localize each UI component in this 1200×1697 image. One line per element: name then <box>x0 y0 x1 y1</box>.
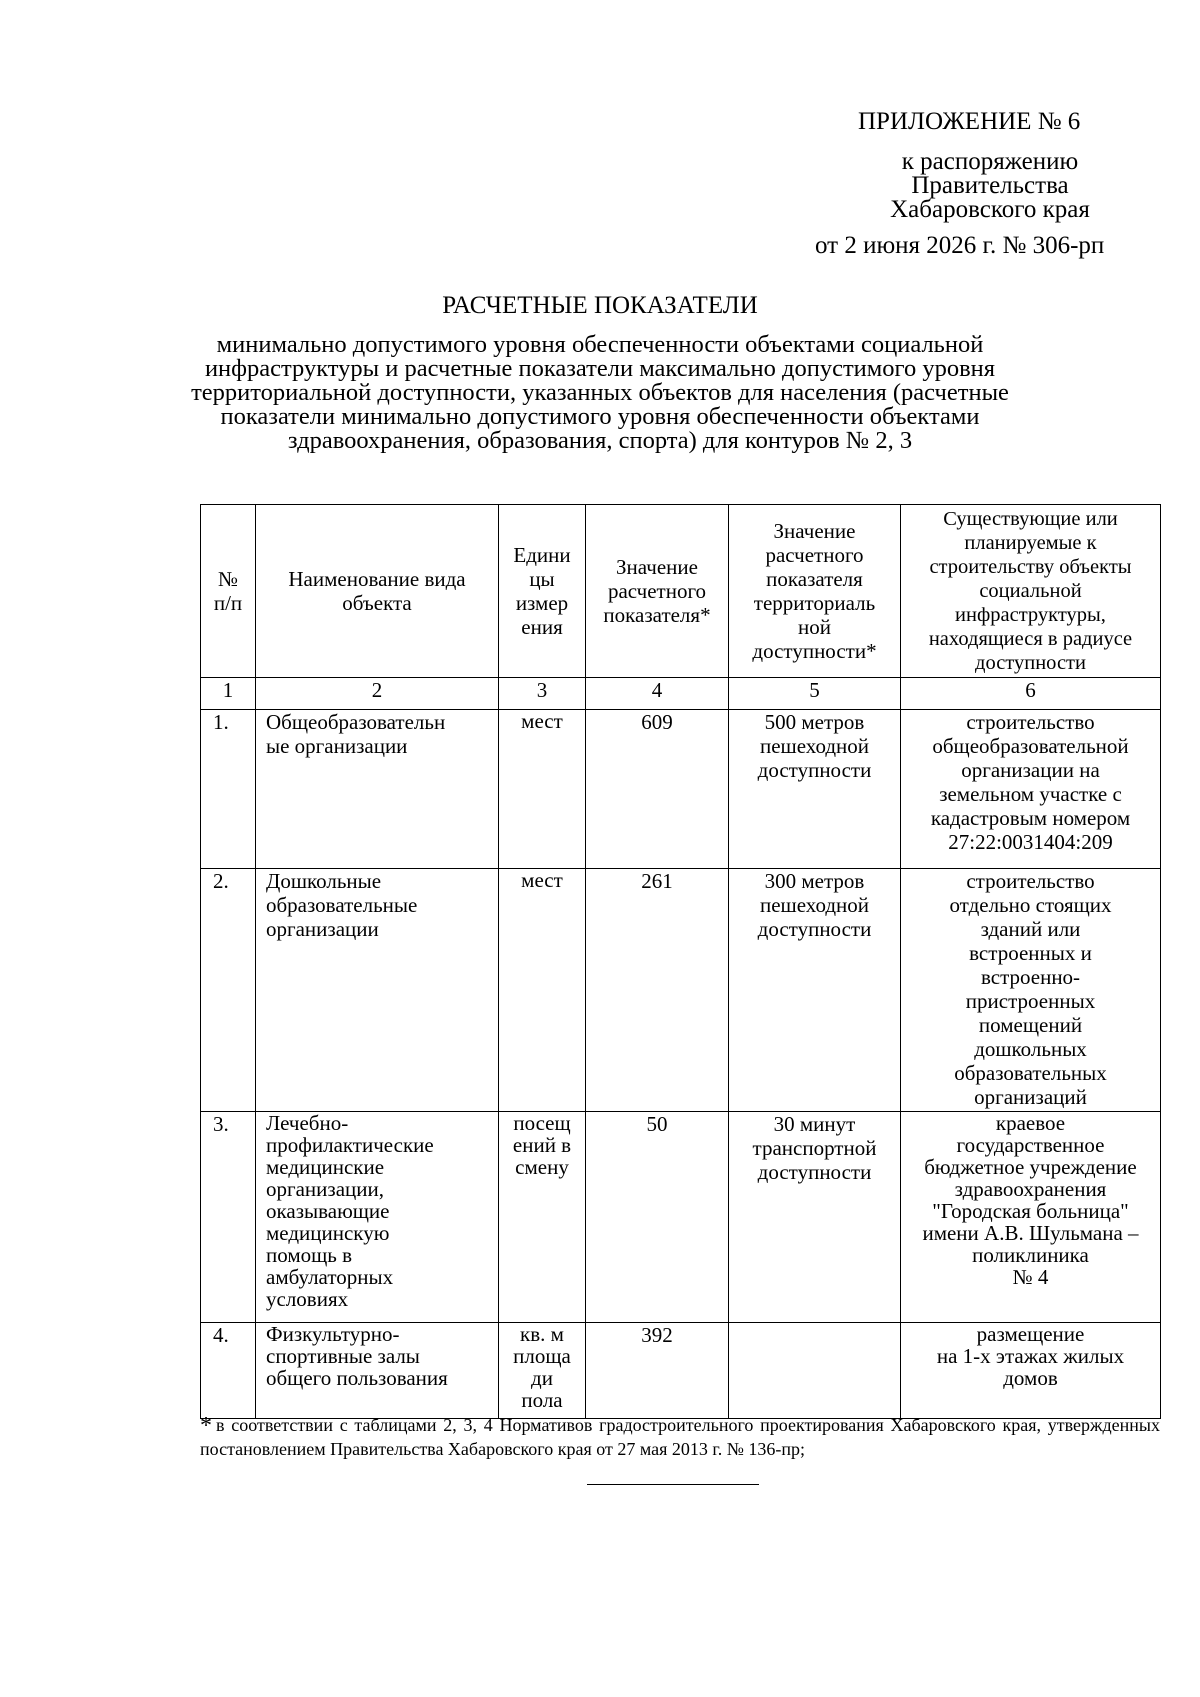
row-number: 1. <box>201 710 256 869</box>
footnote <box>200 1414 1160 1461</box>
document-heading: РАСЧЕТНЫЕ ПОКАЗАТЕЛИ <box>442 292 758 319</box>
row-number: 2. <box>201 869 256 1112</box>
header-object-name: Наименование вида объекта <box>256 505 499 678</box>
existing-objects: размещение на 1-х этажах жилых домов <box>936 1322 1125 1390</box>
unit: посещ ений в смену <box>512 1111 572 1179</box>
row-number: 4. <box>201 1323 256 1419</box>
accessibility-value: 500 метров пешеходной доступности <box>757 710 872 782</box>
object-name: Физкультурно- спортивные залы общего пользования <box>266 1322 448 1390</box>
column-number: 1 <box>201 678 256 710</box>
table-header-row <box>201 505 1161 678</box>
row-number: 3. <box>201 1112 256 1323</box>
table-row <box>201 710 1161 869</box>
indicator-value: 392 <box>586 1323 729 1419</box>
indicator-value: 609 <box>586 710 729 869</box>
column-number: 2 <box>256 678 499 710</box>
end-divider <box>587 1484 759 1485</box>
column-number: 4 <box>586 678 729 710</box>
object-name: Лечебно- профилактические медицинские организации, оказывающие медицинскую помощь в амбулаторных условиях <box>266 1111 434 1311</box>
column-number-row <box>201 678 1161 710</box>
table-row <box>201 1112 1161 1323</box>
indicators-table <box>200 504 1161 1419</box>
unit: мест <box>521 709 563 733</box>
existing-objects: строительство отдельно стоящих зданий или встроенных и встроенно- пристроенных помещений дошкольных образовательных организаций <box>949 869 1112 1109</box>
indicator-value: 50 <box>586 1112 729 1323</box>
accessibility-value: 300 метров пешеходной доступности <box>757 869 872 941</box>
header-accessibility: Значение расчетного показателя территориаль ной доступности* <box>729 505 901 678</box>
footnote-star: * <box>200 1413 212 1439</box>
object-name: Общеобразовательн ые организации <box>266 710 446 758</box>
column-number: 5 <box>729 678 901 710</box>
unit: кв. м площа ди пола <box>513 1322 571 1412</box>
header-value: Значение расчетного показателя* <box>586 505 729 678</box>
existing-objects: краевое государственное бюджетное учреждение здравоохранения "Городская больница" имени А.В. Шульмана – поликлиника № 4 <box>922 1111 1139 1289</box>
footnote-text: в соответствии с таблицами 2, 3, 4 Нормативов градостроительного проектирования Хабаровского края, утвержденных постановлением Правительства Хабаровского края от 27 мая 2013 г. № 136-пр; <box>200 1415 1160 1459</box>
table-row <box>201 869 1161 1112</box>
column-number: 6 <box>901 678 1161 710</box>
appendix-title: ПРИЛОЖЕНИЕ № 6 <box>858 108 1081 135</box>
existing-objects: строительство общеобразовательной организации на земельном участке с кадастровым номером 27:22:0031404:209 <box>930 710 1131 854</box>
appendix-date: от 2 июня 2026 г. № 306-рп <box>815 232 1105 259</box>
header-objects: Существующие или планируемые к строительству объекты социальной инфраструктуры, находящиеся в радиусе доступности <box>901 505 1161 678</box>
header-number: № п/п <box>201 505 256 678</box>
column-number: 3 <box>499 678 586 710</box>
table-row <box>201 1323 1161 1419</box>
header-unit: Едини цы измер ения <box>499 505 586 678</box>
accessibility-value: 30 минут транспортной доступности <box>752 1112 877 1184</box>
appendix-reference: к распоряжению Правительства Хабаровского края <box>890 148 1090 223</box>
indicator-value: 261 <box>586 869 729 1112</box>
unit: мест <box>521 868 563 892</box>
object-name: Дошкольные образовательные организации <box>266 869 418 941</box>
document-subheading: минимально допустимого уровня обеспеченности объектами социальной инфраструктуры и расчетные показатели максимально допустимого уровня территориальной доступности, указанных объектов для населения (расчетные показатели минимально допустимого уровня обеспеченности объектами здравоохранения, образования, спорта) для контуров № 2, 3 <box>191 331 1009 454</box>
